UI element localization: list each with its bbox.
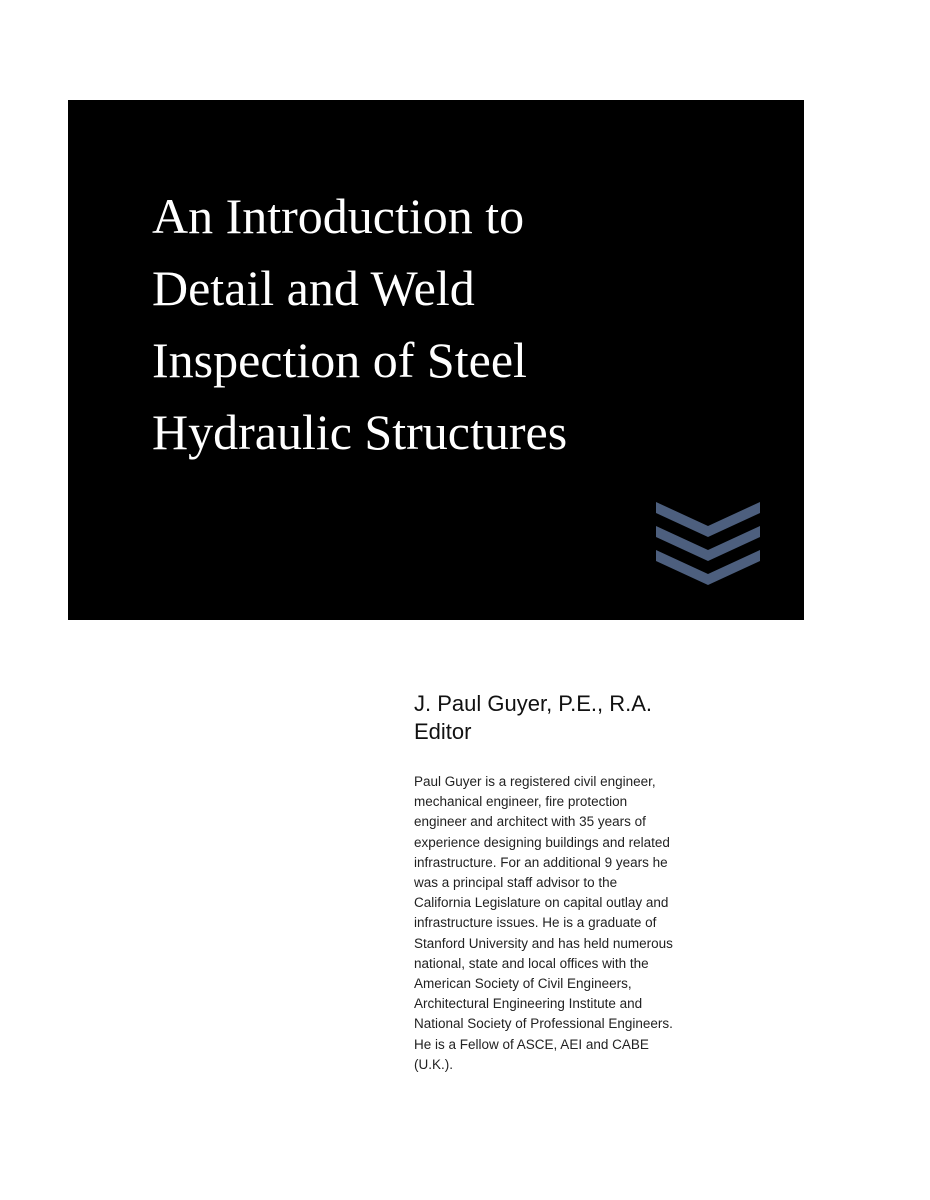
- bio-line: infrastructure issues. He is a graduate of: [414, 915, 657, 931]
- bio-line: engineer and architect with 35 years of: [414, 814, 646, 830]
- author-name: J. Paul Guyer, P.E., R.A.: [414, 691, 653, 716]
- chevron-top: [656, 502, 760, 537]
- bio-line: California Legislature on capital outlay and: [414, 895, 669, 911]
- bio-line: was a principal staff advisor to the: [414, 875, 618, 891]
- bio-line: He is a Fellow of ASCE, AEI and CABE: [414, 1036, 649, 1052]
- title-line: An Introduction to: [152, 188, 525, 244]
- bio-line: national, state and local offices with the: [414, 955, 649, 971]
- bio-line: National Society of Professional Engineers.: [414, 1016, 673, 1032]
- book-title: [152, 180, 772, 468]
- bio-line: American Society of Civil Engineers,: [414, 976, 632, 992]
- bio-line: (U.K.).: [414, 1056, 453, 1072]
- title-line: Inspection of Steel: [152, 332, 527, 388]
- cover-title-block: [68, 100, 804, 620]
- bio-line: Architectural Engineering Institute and: [414, 996, 643, 1012]
- title-line: Hydraulic Structures: [152, 404, 568, 460]
- author-role: Editor: [414, 719, 472, 744]
- bio-line: infrastructure. For an additional 9 years he: [414, 854, 668, 870]
- bio-line: mechanical engineer, fire protection: [414, 794, 628, 810]
- title-line: Detail and Weld: [152, 260, 475, 316]
- bio-line: Stanford University and has held numerous: [414, 935, 673, 951]
- bio-line: experience designing buildings and related: [414, 834, 670, 850]
- author-bio: [414, 772, 774, 1075]
- bio-line: Paul Guyer is a registered civil engineer,: [414, 774, 656, 789]
- triple-chevron-down-icon: [656, 502, 760, 586]
- author-block: [414, 690, 834, 746]
